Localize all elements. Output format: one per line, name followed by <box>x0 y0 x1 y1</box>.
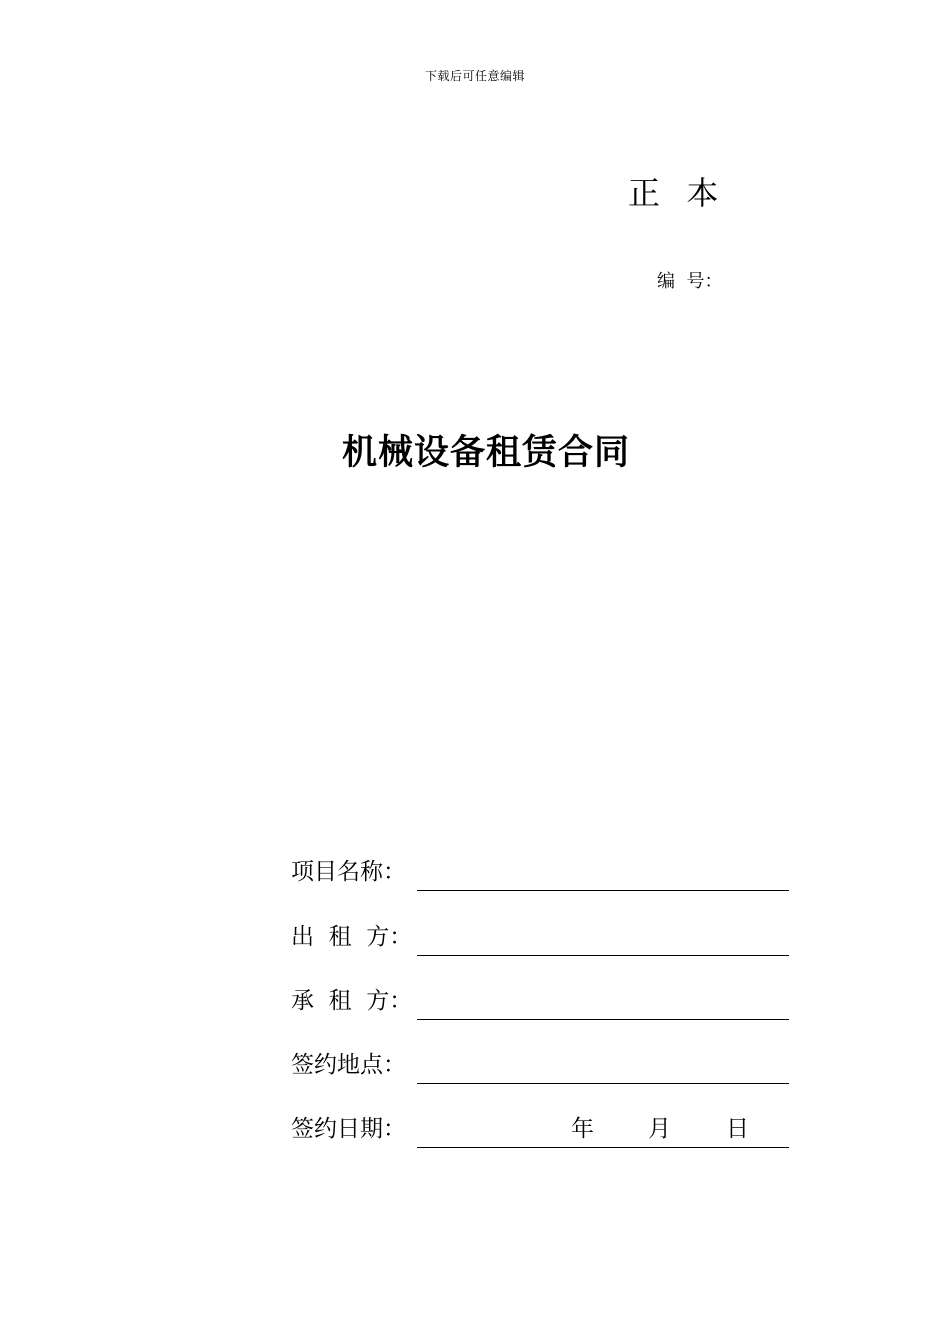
date-year-label: 年 <box>571 1116 594 1142</box>
date-day-label: 日 <box>726 1116 749 1142</box>
project-name-label: 项目名称： <box>291 859 406 885</box>
original-copy-label: 正 本 <box>628 174 721 212</box>
signing-place-field <box>291 1050 789 1084</box>
signing-place-label: 签约地点： <box>291 1052 406 1078</box>
serial-number-row <box>657 267 722 293</box>
signing-date-field <box>291 1114 789 1148</box>
serial-number-label: 编 号： <box>657 271 723 292</box>
signing-place-line <box>417 1083 789 1084</box>
document-title: 机械设备租赁合同 <box>341 433 630 473</box>
lessee-line <box>417 1019 789 1020</box>
lessee-label: 承 租 方： <box>291 988 413 1014</box>
signing-date-line <box>417 1147 789 1148</box>
project-name-field <box>291 857 789 891</box>
lessee-field <box>291 986 789 1020</box>
date-month-label: 月 <box>648 1116 671 1142</box>
lessor-line <box>417 955 789 956</box>
lessor-label: 出 租 方： <box>291 924 413 950</box>
lessor-field <box>291 922 789 956</box>
header-note: 下载后可任意编辑 <box>424 69 525 83</box>
project-name-line <box>417 890 789 891</box>
signing-date-label: 签约日期： <box>291 1116 406 1142</box>
